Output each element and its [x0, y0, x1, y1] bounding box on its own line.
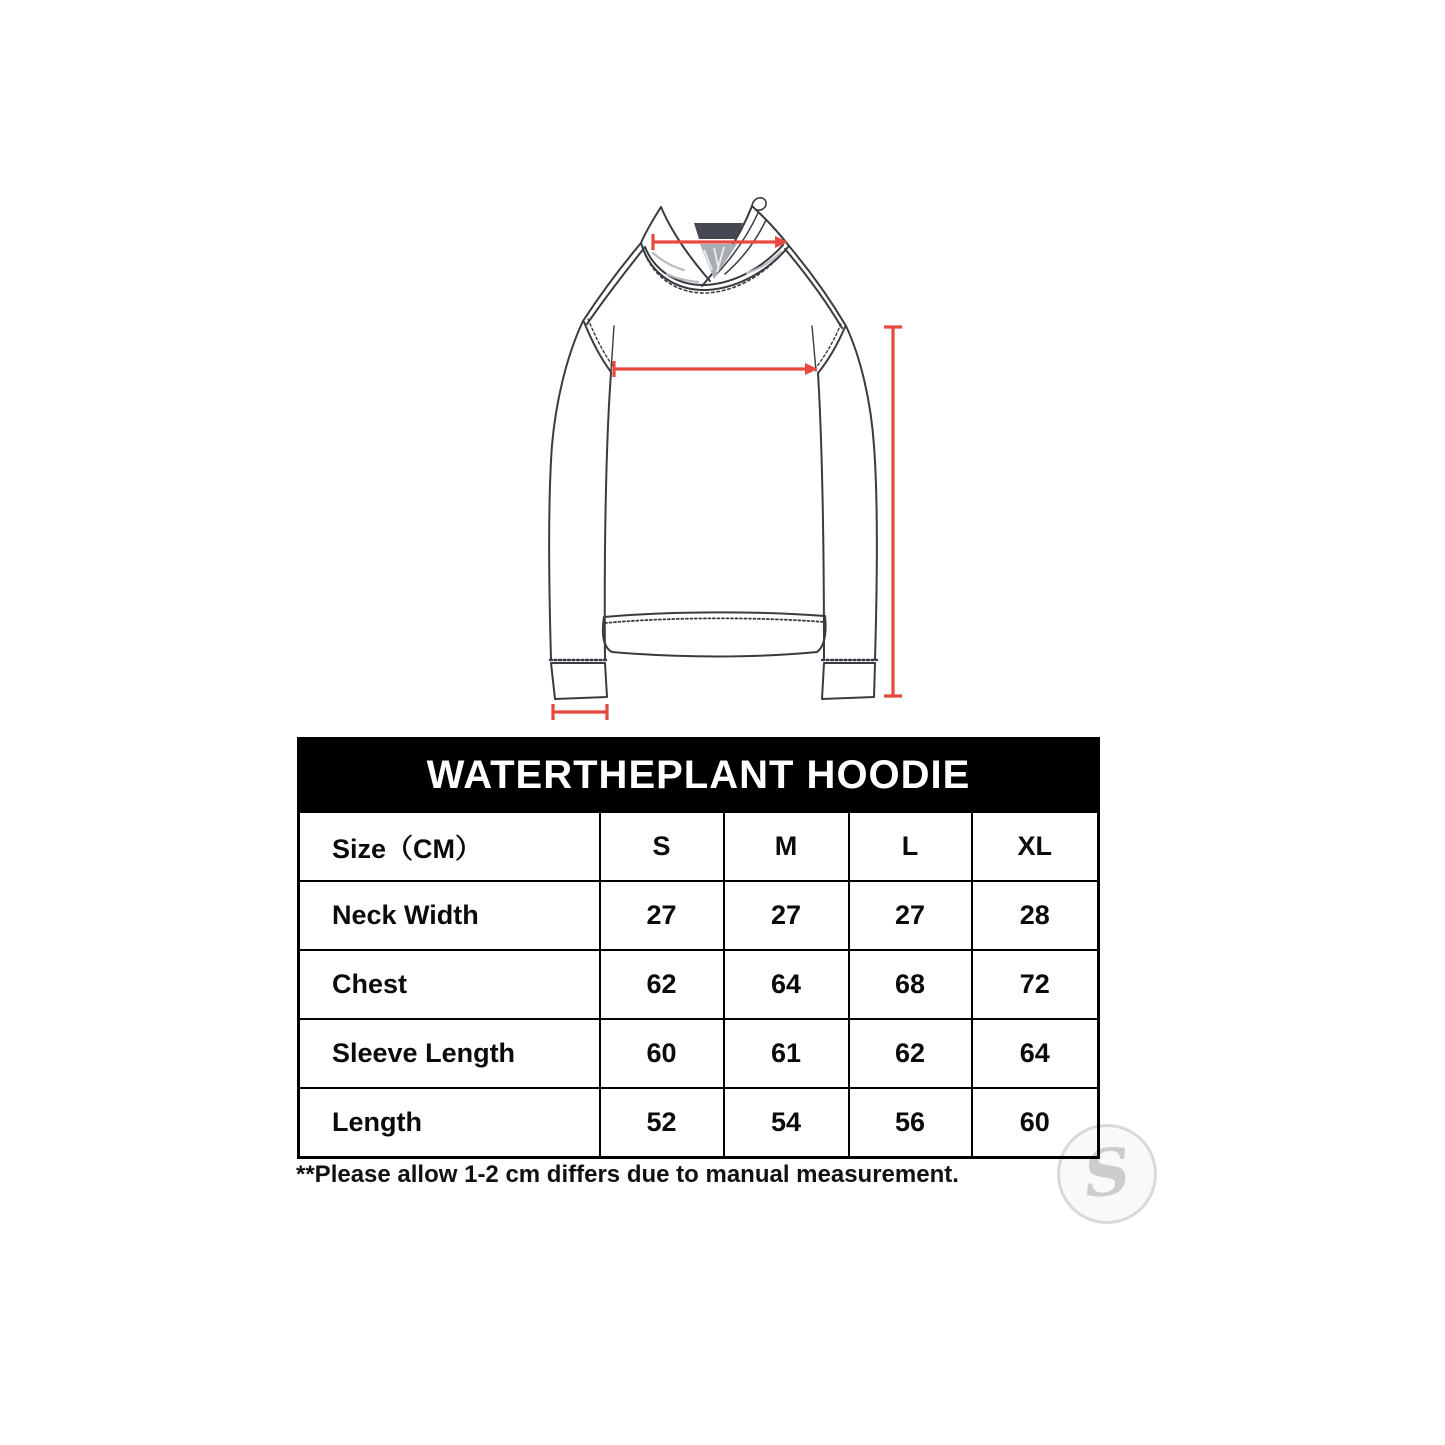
row-label-neck-width: Neck Width [299, 881, 600, 950]
cell-neck-width-l: 27 [849, 881, 972, 950]
hem-band [603, 612, 826, 656]
cell-neck-width-m: 27 [724, 881, 849, 950]
table-row [299, 1019, 1099, 1088]
cell-sleeve-length-xl: 64 [972, 1019, 1099, 1088]
chart-title: WATERTHEPLANT HOODIE [299, 739, 1099, 812]
cuffs [550, 660, 877, 699]
measurement-disclaimer: **Please allow 1-2 cm differs due to manual measurement. [296, 1161, 959, 1188]
arrowheads [775, 236, 818, 375]
hoodie-diagram [528, 188, 920, 730]
cell-length-s: 52 [600, 1088, 724, 1158]
cuff-width-arrow [553, 704, 607, 720]
col-header-s: S [600, 812, 724, 882]
col-header-l: L [849, 812, 972, 882]
table-row [299, 950, 1099, 1019]
hood-v-shade [700, 244, 737, 279]
cell-chest-s: 62 [600, 950, 724, 1019]
logo-s-watermark-icon: S [1080, 1133, 1134, 1214]
size-chart-table [297, 737, 1100, 1159]
col-header-m: M [724, 812, 849, 882]
cell-neck-width-xl: 28 [972, 881, 1099, 950]
column-header-row [299, 812, 1099, 882]
col-header-size-cm: Size（CM） [299, 812, 600, 882]
row-label-chest: Chest [299, 950, 600, 1019]
row-label-sleeve-length: Sleeve Length [299, 1019, 600, 1088]
cell-chest-m: 64 [724, 950, 849, 1019]
table-row [299, 881, 1099, 950]
cell-length-xl: 60 [972, 1088, 1099, 1158]
cell-chest-l: 68 [849, 950, 972, 1019]
sleeves [549, 321, 877, 659]
length-arrow [884, 327, 902, 696]
cell-sleeve-length-s: 60 [600, 1019, 724, 1088]
cell-length-l: 56 [849, 1088, 972, 1158]
cell-length-m: 54 [724, 1088, 849, 1158]
table-row [299, 1088, 1099, 1158]
col-header-xl: XL [972, 812, 1099, 882]
chest-arrow [614, 361, 806, 377]
brand-watermark [1057, 1124, 1157, 1224]
cell-chest-xl: 72 [972, 950, 1099, 1019]
cell-sleeve-length-m: 61 [724, 1019, 849, 1088]
hood-inner-back-panel [694, 223, 743, 239]
cell-sleeve-length-l: 62 [849, 1019, 972, 1088]
cell-neck-width-s: 27 [600, 881, 724, 950]
row-label-length: Length [299, 1088, 600, 1158]
